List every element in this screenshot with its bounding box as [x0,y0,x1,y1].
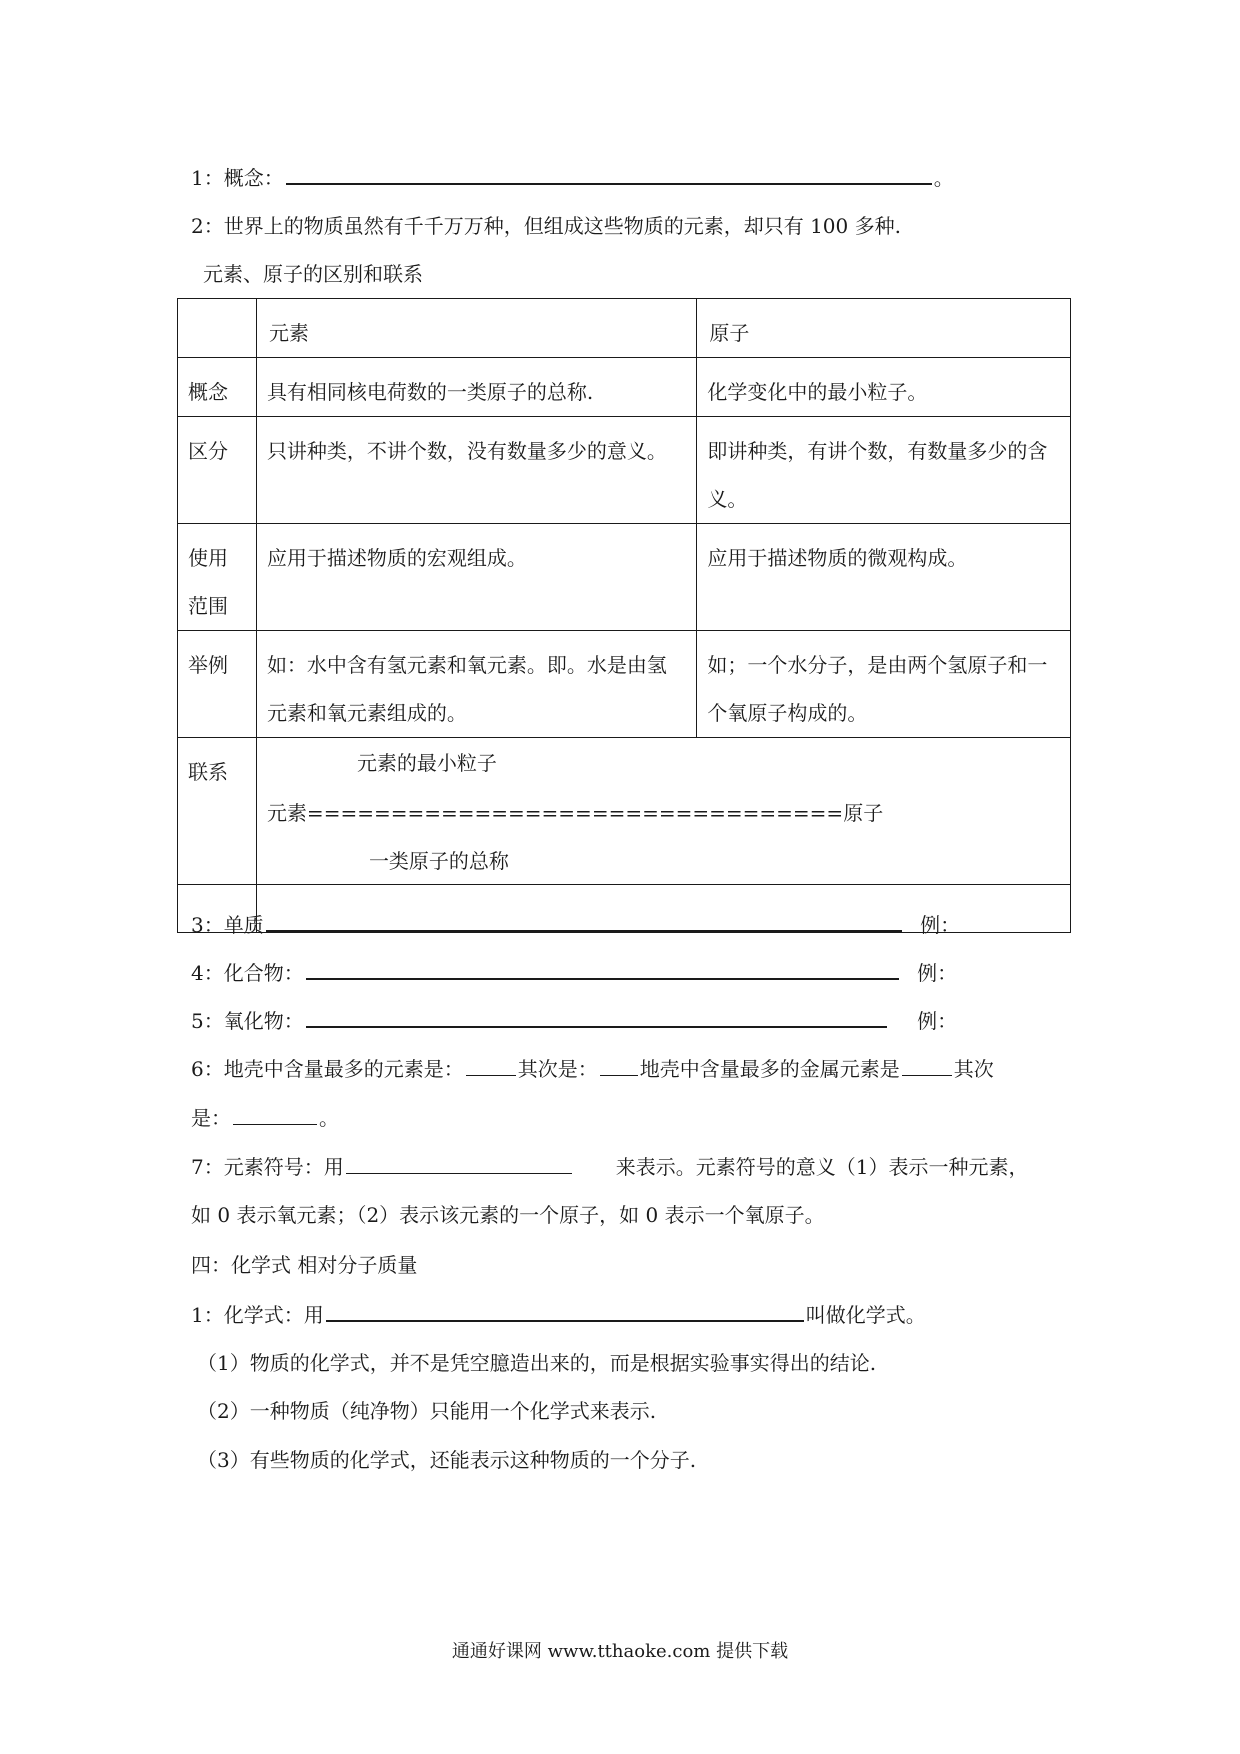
element-atom-comparison-table [177,298,1071,933]
header-element: 元素 [256,299,696,358]
oxide-label: 5：氧化物： [191,1009,304,1033]
crust-metal-blank[interactable] [902,1055,952,1076]
atom-cell: 如；一个水分子，是由两个氢原子和一个氧原子构成的。 [697,631,1071,738]
oxide-blank[interactable] [306,1006,887,1028]
concept-line [191,163,954,191]
section-four-heading: 四：化学式 相对分子质量 [191,1253,418,1277]
row-label: 联系 [178,738,257,885]
note-3: （3）有些物质的化学式，还能表示这种物质的一个分子. [197,1448,697,1472]
chemical-formula-end: 叫做化学式。 [805,1303,926,1327]
chemical-formula-line [191,1300,926,1328]
element-cell: 如：水中含有氢元素和氧元素。即。水是由氢元素和氧元素组成的。 [256,631,696,738]
table-row-scope [178,524,1071,631]
chemical-formula-label: 1：化学式：用 [191,1303,324,1327]
concept-end: 。 [933,166,954,190]
table-row-relation [178,738,1071,885]
table-row-concept [178,358,1071,417]
compound-line [191,958,957,986]
crust-metal-second-label: 其次 [953,1057,994,1081]
crust-second-blank[interactable] [600,1055,638,1076]
crust-most-label: 6：地壳中含量最多的元素是： [191,1057,464,1081]
element-cell: 具有相同核电荷数的一类原子的总称. [256,358,696,417]
note-1: （1）物质的化学式，并不是凭空臆造出来的，而是根据实验事实得出的结论. [197,1351,877,1375]
element-symbol-blank[interactable] [346,1153,572,1174]
compound-blank[interactable] [306,958,899,980]
row-label: 举例 [178,631,257,738]
atom-cell: 应用于描述物质的微观构成。 [697,524,1071,631]
compound-label: 4：化合物： [191,961,304,985]
line-end: 。 [319,1106,339,1130]
example-label: 例： [917,961,958,985]
simple-substance-blank[interactable] [266,910,902,932]
table-header-row [178,299,1071,358]
relation-top-text: 元素的最小粒子 [356,751,497,775]
example-label: 例： [917,1009,958,1033]
page-footer: 通通好课网 www.tthaoke.com 提供下载 [451,1641,789,1662]
crust-second-label: 其次是： [517,1057,598,1081]
table-title: 元素、原子的区别和联系 [203,262,423,286]
element-symbol-label: 7：元素符号：用 [191,1155,344,1179]
relation-diagram [267,750,1060,884]
crust-metal-second-blank[interactable] [233,1104,317,1125]
note-2: （2）一种物质（纯净物）只能用一个化学式来表示. [197,1399,657,1423]
element-cell: 只讲种类，不讲个数，没有数量多少的意义。 [256,417,696,524]
elements-statement: 2：世界上的物质虽然有千千万万种，但组成这些物质的元素，却只有 100 多种. [191,214,901,238]
crust-elements-line [191,1055,994,1082]
crust-metal-label: 地壳中含量最多的金属元素是 [639,1057,900,1081]
example-label: 例： [920,913,961,937]
row-label: 区分 [178,417,257,524]
atom-cell: 化学变化中的最小粒子。 [697,358,1071,417]
element-symbol-meaning: 来表示。元素符号的意义（1）表示一种元素， [615,1155,1029,1179]
row-label: 使用范围 [178,524,257,631]
atom-cell: 即讲种类，有讲个数，有数量多少的含义。 [697,417,1071,524]
element-symbol-meaning-cont: 如 0 表示氧元素；（2）表示该元素的一个原子，如 0 表示一个氧原子。 [191,1203,825,1227]
header-atom: 原子 [697,299,1071,358]
element-cell: 应用于描述物质的宏观组成。 [256,524,696,631]
relation-cell [256,738,1070,885]
oxide-line [191,1006,957,1034]
crust-elements-line-2 [191,1104,339,1131]
table-row-distinction [178,417,1071,524]
relation-bottom-text: 一类原子的总称 [368,849,509,873]
simple-substance-label: 3：单质 [191,913,264,937]
concept-blank[interactable] [286,163,932,185]
simple-substance-line [191,910,960,938]
crust-metal-second-cont: 是： [191,1106,231,1130]
crust-most-blank[interactable] [466,1055,516,1076]
header-empty [178,299,257,358]
concept-label: 1：概念： [191,166,284,190]
element-symbol-line [191,1153,1028,1180]
relation-middle-text: 元素================================原子 [266,801,884,825]
chemical-formula-blank[interactable] [326,1300,804,1322]
row-label: 概念 [178,358,257,417]
table-row-example [178,631,1071,738]
